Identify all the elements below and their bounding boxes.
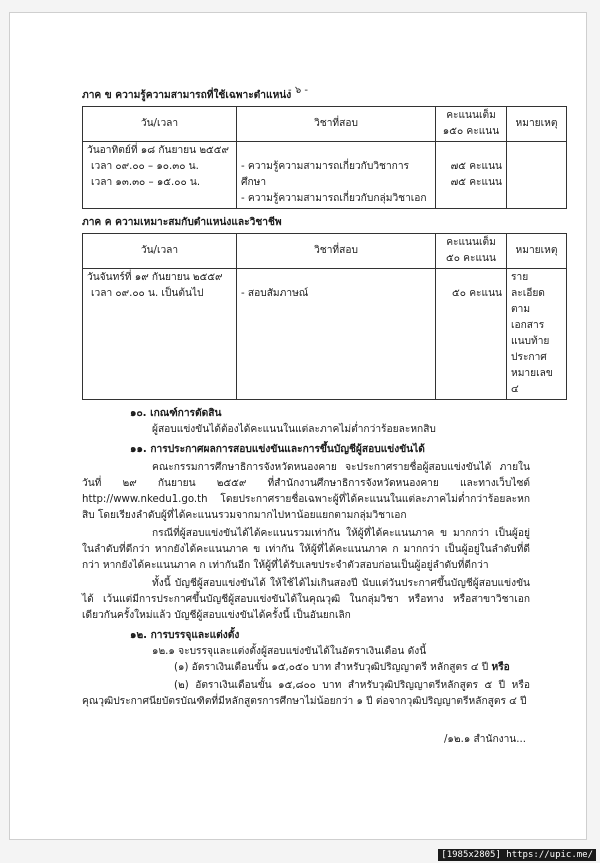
page-number: - ๖ - [288,85,308,96]
subject-1: - ความรู้ความสามารถเกี่ยวกับวิชาการศึกษา [241,161,410,188]
item-12-heading: ๑๒. การบรรจุและแต่งตั้ง [130,630,240,641]
subject-interview: - สอบสัมภาษณ์ [241,288,309,299]
header-full-score [436,234,507,269]
header-remark: หมายเหตุ [507,234,567,269]
exam-time-2: เวลา ๑๓.๓๐ – ๑๕.๐๐ น. [91,177,201,188]
table-row [83,269,567,400]
score-cell [436,142,507,209]
remark-line: ประกาศ [511,352,547,363]
header-full-score-value: ๑๕๐ คะแนน [442,126,500,137]
exam-time: เวลา ๐๙.๐๐ น. เป็นต้นไป [91,288,204,299]
header-full-score-label: คะแนนเต็ม [446,237,496,248]
table-header-row [83,107,567,142]
item-12-point-1 [82,660,530,676]
table-row [83,142,567,209]
item-12-sub-1: ๑๒.๑ จะบรรจุและแต่งตั้งผู้สอบแข่งขันได้ในอัตราเงินเดือน ดังนี้ [152,646,427,657]
header-subject: วิชาที่สอบ [237,234,436,269]
subject-2: - ความรู้ความสามารถเกี่ยวกับกลุ่มวิชาเอก [241,193,427,204]
score-cell [436,269,507,400]
header-subject: วิชาที่สอบ [237,107,436,142]
item-11-paragraph-1: คณะกรรมการศึกษาธิการจังหวัดหนองคาย จะประกาศรายชื่อผู้สอบแข่งขันได้ ภายในวันที่ ๒๙ กันยายน ๒๕๕๙ ที่สำนักงานศึกษาธิการจังหวัดหนองคาย และทางเว็บไซต์ http://www.nkedu1.go.th โดยประกาศรายชื่อเฉพาะผู้ที่ได้คะแนนในแต่ละภาคไม่ต่ำกว่าร้อยละหกสิบ โดยเรียงลำดับผู้ที่ได้คะแนนรวมจากมากไปหาน้อยแยกตามกลุ่มวิชาเอก [82,462,530,521]
table-header-row [83,234,567,269]
section-c-title: ภาค ค ความเหมาะสมกับตำแหน่งและวิชาชีพ [82,217,282,228]
header-full-score-value: ๕๐ คะแนน [446,253,496,264]
item-12-point-2: (๒) อัตราเงินเดือนขั้น ๑๕,๘๐๐ บาท สำหรับวุฒิปริญญาตรีหลักสูตร ๕ ปี หรือคุณวุฒิประกาศนียบัตรบัณฑิตที่มีหลักสูตรการศึกษาไม่น้อยกว่า ๑ ปี ต่อจากวุฒิปริญญาตรีหลักสูตร ๔ ปี [82,680,530,707]
header-remark: หมายเหตุ [507,107,567,142]
remark-line: หมายเลข ๔ [511,368,553,395]
item-10-text: ผู้สอบแข่งขันได้ต้องได้คะแนนในแต่ละภาคไม่ต่ำกว่าร้อยละหกสิบ [152,424,436,435]
item-11-heading: ๑๑. การประกาศผลการสอบแข่งขันและการขึ้นบัญชีผู้สอบแข่งขันได้ [130,444,425,455]
exam-time-1: เวลา ๐๙.๐๐ – ๑๐.๓๐ น. [91,161,199,172]
document-content [82,88,558,748]
header-date-time: วัน/เวลา [83,107,237,142]
date-time-cell [83,269,237,400]
date-time-cell [83,142,237,209]
section-b-title: ภาค ข ความรู้ความสามารถที่ใช้เฉพาะตำแหน่ง [82,90,292,101]
section-b-table [82,106,567,209]
remark-cell [507,269,567,400]
header-full-score-label: คะแนนเต็ม [446,110,496,121]
remark-line: รายละเอียด [511,272,545,299]
remark-line: ตามเอกสาร [511,304,545,331]
point-1-text: (๑) อัตราเงินเดือนขั้น ๑๕,๐๕๐ บาท สำหรับวุฒิปริญญาตรี หลักสูตร ๔ ปี [174,662,489,673]
continuation-reference: /๑๒.๑ สำนักงาน... [443,734,526,745]
score-2: ๗๕ คะแนน [450,177,502,188]
section-c-table [82,233,567,400]
header-full-score [436,107,507,142]
remark-line: แนบท้าย [511,336,550,347]
remark-cell [507,142,567,209]
watermark-label: [1985x2805] https://upic.me/ [438,849,596,861]
item-11-paragraph-2: กรณีที่ผู้สอบแข่งขันได้ได้คะแนนรวมเท่ากัน ให้ผู้ที่ได้คะแนนภาค ข มากกว่า เป็นผู้อยู่ในลำดับที่ดีกว่า หากยังได้คะแนนภาค ข เท่ากัน ให้ผู้ที่ได้คะแนนภาค ก มากกว่า เป็นผู้อยู่ในลำดับที่ดีกว่า หากยังได้คะแนนภาค ก เท่ากันอีก ให้ผู้ที่ได้รับเลขประจำตัวสอบก่อนเป็นผู้อยู่ลำดับที่ดีกว่า [82,528,530,571]
exam-date: วันอาทิตย์ที่ ๑๘ กันยายน ๒๕๕๙ [87,145,229,156]
exam-date: วันจันทร์ที่ ๑๙ กันยายน ๒๕๕๙ [87,272,223,283]
score-1: ๗๕ คะแนน [450,161,502,172]
subject-cell [237,269,436,400]
point-1-or: หรือ [491,662,510,673]
subject-cell [237,142,436,209]
score-interview: ๕๐ คะแนน [452,288,502,299]
item-10-heading: ๑๐. เกณฑ์การตัดสิน [130,408,222,419]
header-date-time: วัน/เวลา [83,234,237,269]
item-11-paragraph-3: ทั้งนี้ บัญชีผู้สอบแข่งขันได้ ให้ใช้ได้ไม่เกินสองปี นับแต่วันประกาศขึ้นบัญชีผู้สอบแข่งขันได้ เว้นแต่มีการประกาศขึ้นบัญชีผู้สอบแข่งขันได้ในคุณวุฒิ ในกลุ่มวิชา หรือทาง หรือสาขาวิชาเอกเดียวกันครั้งใหม่แล้ว บัญชีผู้สอบแข่งขันได้ครั้งนี้ เป็นอันยกเลิก [82,578,530,621]
document-page [9,12,587,840]
